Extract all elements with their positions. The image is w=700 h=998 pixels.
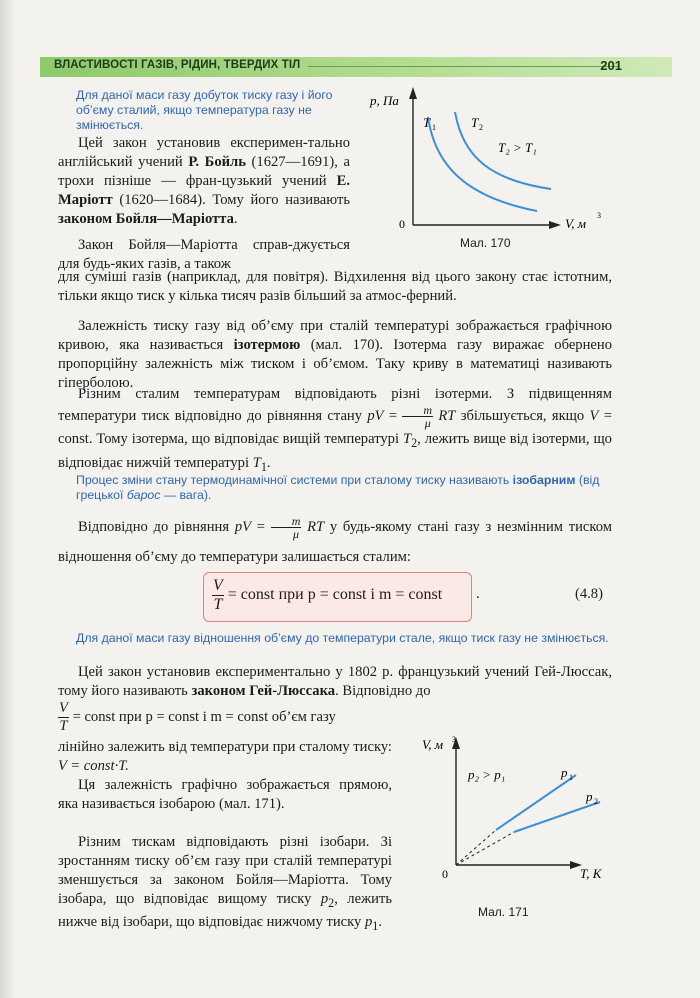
page-edge bbox=[0, 0, 16, 998]
chapter-header bbox=[40, 57, 672, 77]
origin-label: 0 bbox=[442, 867, 448, 881]
paragraph-isobaric-ratio: Відповідно до рівняння pV = $\frac{m}{\mu}$ RT у будь-якому стані газу з незмінним тиском відношення об’єму до температури залишається сталим: bbox=[58, 514, 612, 565]
figure-171-caption: Мал. 171 bbox=[478, 905, 529, 919]
isobar-p2 bbox=[514, 802, 600, 832]
paragraph-different-isotherms: Різним сталим температурам відповідають різні ізотерми. З підвищенням температури тиск відповідно до рівняння стану pV = $\frac{m}{\mu}$ RT збільшується, якщо V = const. Тому ізотерма, що відповідає вищій температурі $T_2$, лежить вище від ізотерми, що відповідає нижчій температурі $T_1$. bbox=[58, 386, 612, 474]
y-axis-label: V, м bbox=[422, 737, 444, 752]
x-arrow bbox=[549, 221, 561, 229]
isobar-p1 bbox=[496, 775, 576, 830]
paragraph-gay-lussac: Цей закон установив експериментально у 1802 р. французький учений Гей-Люссак, тому його називають законом Гей-Люссака. Відповідно до bbox=[58, 664, 612, 699]
origin-label: 0 bbox=[399, 217, 405, 231]
x-axis-label-exp: 3 bbox=[597, 211, 601, 220]
svg-text:2: 2 bbox=[594, 797, 598, 806]
y-axis-label: p, Па bbox=[370, 93, 399, 108]
gay-lussac-formula-line: $\frac{V}{T}$ = const при p = const і m = const об’єм газу bbox=[59, 700, 336, 734]
gay-lussac-law-statement: Для даної маси газу відношення об’єму до температури стале, якщо тиск газу не змінюється. bbox=[76, 631, 609, 645]
y-arrow bbox=[409, 87, 417, 99]
isobar-p1-extrapolation bbox=[456, 830, 496, 865]
header-rule bbox=[308, 66, 620, 67]
page-number: 201 bbox=[600, 58, 622, 73]
figure-170-caption: Мал. 170 bbox=[460, 236, 511, 250]
paragraph-isotherm: Залежність тиску газу від об’єму при сталій температурі зображається графічною кривою, яка називається ізотермою (мал. 170). Ізотерма газу виражає обернено пропорційну залежність між тиском і об’ємом. Таку криву в математиці називають гіперболою. bbox=[58, 318, 612, 391]
svg-text:1: 1 bbox=[569, 773, 573, 782]
paragraph-validity-b: для суміші газів (наприклад, для повітря). Відхилення від цього закону стає істотним, тільки якщо тиск у кілька тисяч разів більший за атмос-ферний. bbox=[58, 269, 612, 304]
isobaric-process-definition: Процес зміни стану термодинамічної системи при сталому тиску називають ізобарним (від грецької барос — вага). bbox=[76, 473, 600, 502]
paragraph-different-isobars: Різним тискам відповідають різні ізобари. Зі зростанням тиску об’єм газу при сталій температурі зменшується за законом Бойля—Маріотта. Тому ізобара, що відповідає вищому тиску $p_2$, лежить нижче від ізобари, що відповідає нижчому тиску $p_1$. bbox=[58, 834, 392, 933]
svg-text:1: 1 bbox=[432, 123, 436, 132]
formula-number: (4.8) bbox=[575, 586, 603, 602]
paragraph-boyle-history: Цей закон установив експеримен-тально англійський учений Р. Бойль (1627—1691), а трохи пізніше — фран-цузький учений Е. Маріотт (1620—1684). Тому його називають законом Бойля—Маріотта. bbox=[58, 135, 350, 227]
formula-4-8-box: $\frac{V}{T}$ = const при p = const і m = const bbox=[203, 572, 472, 622]
label-t1: T bbox=[423, 115, 431, 130]
boyle-law-statement: Для даної маси газу добуток тиску газу і його об’єму сталий, якщо температура газу не змінюється. bbox=[76, 88, 333, 132]
label-t2-gt-t1: T₂ > T₁ bbox=[498, 140, 537, 155]
label-p2-gt-p1: p₂ > p₁ bbox=[468, 767, 506, 782]
isobar-p2-extrapolation bbox=[456, 832, 514, 865]
label-t2: T bbox=[471, 115, 479, 130]
figure-171-isobars bbox=[418, 735, 618, 890]
label-p1: p bbox=[561, 765, 568, 780]
paragraph-isobar: Ця залежність графічно зображається прямою, яка називається ізобарою (мал. 171). bbox=[58, 777, 392, 812]
svg-text:2: 2 bbox=[479, 123, 483, 132]
paragraph-linear-dependence: лінійно залежить від температури при сталому тиску: V = const·T. bbox=[58, 739, 392, 774]
formula-4-8-text: = const при p = const і m = const bbox=[223, 586, 443, 604]
figure-170-isotherms bbox=[365, 85, 605, 260]
paragraph-validity-a: Закон Бойля—Маріотта справ-джується для будь-яких газів, а також bbox=[58, 237, 350, 272]
chapter-title: ВЛАСТИВОСТІ ГАЗІВ, РІДИН, ТВЕРДИХ ТІЛ bbox=[54, 59, 301, 71]
svg-text:3: 3 bbox=[452, 735, 456, 744]
x-axis-label: V, м bbox=[565, 216, 587, 231]
x-axis-label: T, K bbox=[580, 866, 602, 881]
label-p2: p bbox=[586, 789, 593, 804]
